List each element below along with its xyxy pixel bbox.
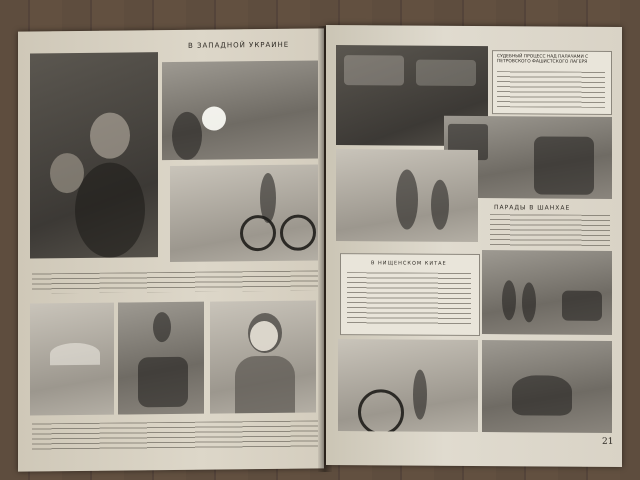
street-vendor-photo xyxy=(482,340,612,433)
page-number: 21 xyxy=(602,436,614,447)
china-text-box xyxy=(340,253,480,336)
trial-box-title: СУДЕБНЫЙ ПРОЦЕСС НАД ПАЛАЧАМИ С ПЕТРОВСКОГО ФАШИСТСКОГО ЛАГЕРЯ xyxy=(497,54,589,65)
china-box-body xyxy=(347,272,471,327)
left-section-heading: В ЗАПАДНОЙ УКРАИНЕ xyxy=(188,40,290,50)
right-magazine-page xyxy=(326,25,622,467)
lower-caption-text xyxy=(32,420,318,451)
rickshaw-photo xyxy=(338,339,478,432)
shanghai-street-photo xyxy=(482,250,612,335)
upper-caption-text xyxy=(32,270,318,293)
miners-portrait-photo xyxy=(30,52,158,258)
forest-gathering-photo xyxy=(336,149,478,242)
hut-photo xyxy=(30,303,114,416)
trial-text-box xyxy=(492,50,612,115)
soldiers-field-photo xyxy=(118,302,204,415)
left-magazine-page xyxy=(18,28,324,471)
trial-box-body xyxy=(497,71,605,108)
industrial-welding-photo xyxy=(162,60,318,160)
parade-text xyxy=(490,214,610,247)
china-box-title: В НИЩЕНСКОМ КИТАЕ xyxy=(371,260,447,267)
woman-portrait-photo xyxy=(210,300,316,413)
bicycles-photo xyxy=(170,164,318,262)
parade-heading: ПАРАДЫ В ШАНХАЕ xyxy=(494,204,571,212)
